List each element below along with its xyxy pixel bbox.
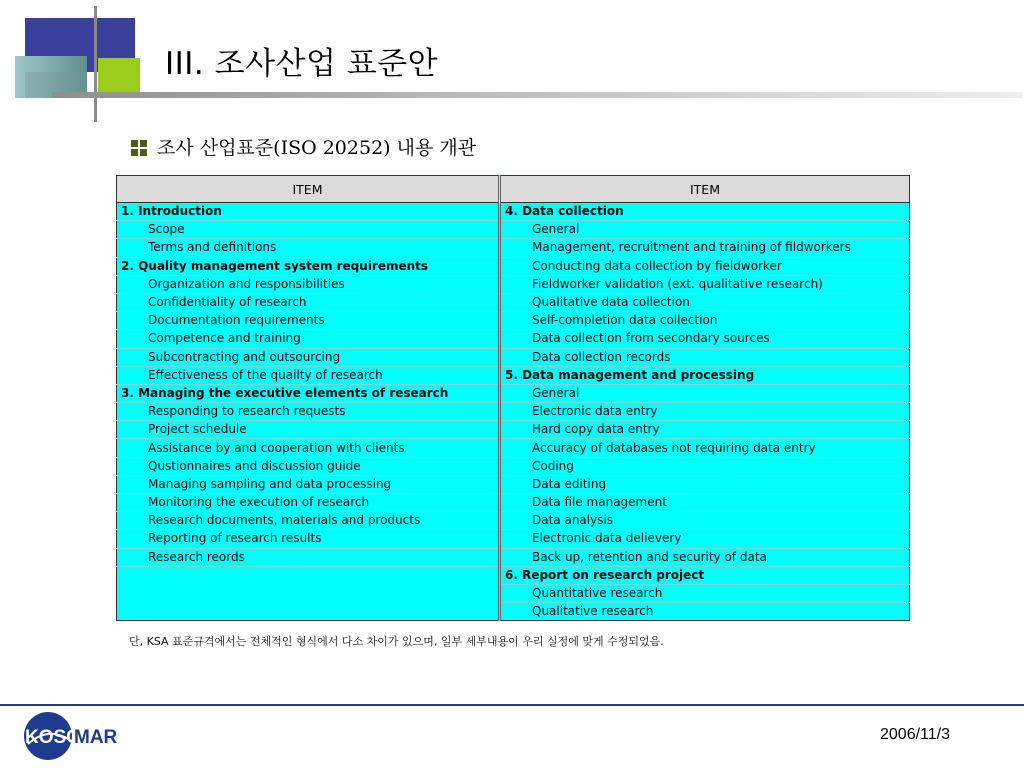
table-row — [117, 257, 910, 275]
table-row — [117, 330, 910, 348]
item-cell: Electronic data entry — [500, 403, 910, 421]
column-header-right: ITEM — [500, 176, 910, 203]
footnote: 단, KSA 표준규격에서는 전체적인 형식에서 다소 차이가 있으며, 일부 세부내용이 우리 실정에 맞게 수정되었음. — [129, 635, 664, 648]
section-heading-cell: 5. Data management and processing — [500, 366, 910, 384]
table-row — [117, 530, 910, 548]
page-title: III. 조사산업 표준안 — [165, 46, 439, 82]
item-cell: Organization and responsibilities — [117, 275, 500, 293]
item-cell: Qustionnaires and discussion guide — [117, 457, 500, 475]
item-cell: Monitoring the execution of research — [117, 494, 500, 512]
table-row — [117, 403, 910, 421]
item-cell: Electronic data delievery — [500, 530, 910, 548]
table-row — [117, 566, 910, 584]
item-cell: Research reords — [117, 548, 500, 566]
item-cell: Qualitative data collection — [500, 293, 910, 311]
section-heading-cell: 6. Report on research project — [500, 566, 910, 584]
table-row — [117, 457, 910, 475]
item-cell: Hard copy data entry — [500, 421, 910, 439]
item-cell: Quantitative research — [500, 584, 910, 602]
subtitle-text: 조사 산업표준(ISO 20252) 내용 개관 — [157, 137, 477, 159]
header-deco-horizontal-line — [52, 92, 1022, 98]
table-row — [117, 275, 910, 293]
item-cell: Self-completion data collection — [500, 312, 910, 330]
item-cell: General — [500, 221, 910, 239]
item-cell: Accuracy of databases not requiring data entry — [500, 439, 910, 457]
item-cell: Data analysis — [500, 512, 910, 530]
table-row — [117, 293, 910, 311]
section-heading-cell: 3. Managing the executive elements of research — [117, 384, 500, 402]
item-cell: Management, recruitment and training of fildworkers — [500, 239, 910, 257]
table-row — [117, 239, 910, 257]
date-label: 2006/11/3 — [880, 726, 950, 743]
column-header-left: ITEM — [117, 176, 500, 203]
standard-contents-table — [116, 175, 910, 621]
table-row — [117, 312, 910, 330]
header-deco-vertical-line — [94, 6, 97, 122]
table-row — [117, 475, 910, 493]
item-cell: Data collection records — [500, 348, 910, 366]
table-row — [117, 384, 910, 402]
table-row — [117, 512, 910, 530]
svg-text:KOSO: KOSO — [25, 727, 81, 748]
table-row — [117, 548, 910, 566]
table-row — [117, 221, 910, 239]
item-cell: Project schedule — [117, 421, 500, 439]
item-cell: Scope — [117, 221, 500, 239]
item-cell: Responding to research requests — [117, 403, 500, 421]
kosomar-logo — [22, 710, 132, 762]
item-cell: Fieldworker validation (ext. qualitative research) — [500, 275, 910, 293]
section-heading-cell: 4. Data collection — [500, 203, 910, 221]
section-heading-cell: 2. Quality management system requirements — [117, 257, 500, 275]
item-cell: Managing sampling and data processing — [117, 475, 500, 493]
table-row — [117, 421, 910, 439]
item-cell: Back up, retention and security of data — [500, 548, 910, 566]
item-cell: Conducting data collection by fieldworker — [500, 257, 910, 275]
svg-text:MAR: MAR — [74, 727, 118, 748]
table-row — [117, 366, 910, 384]
square-bullet-icon — [131, 140, 147, 156]
item-cell: Data editing — [500, 475, 910, 493]
item-cell: Terms and definitions — [117, 239, 500, 257]
empty-cell — [117, 566, 500, 621]
item-cell: Data collection from secondary sources — [500, 330, 910, 348]
section-heading-cell: 1. Introduction — [117, 203, 500, 221]
item-cell: Competence and training — [117, 330, 500, 348]
table-row — [117, 203, 910, 221]
item-cell: Effectiveness of the quailty of research — [117, 366, 500, 384]
section-subtitle — [131, 136, 476, 160]
item-cell: Subcontracting and outsourcing — [117, 348, 500, 366]
table-row — [117, 439, 910, 457]
item-cell: Research documents, materials and products — [117, 512, 500, 530]
item-cell: Documentation requirements — [117, 312, 500, 330]
item-cell: General — [500, 384, 910, 402]
item-cell: Coding — [500, 457, 910, 475]
item-cell: Confidentiality of research — [117, 293, 500, 311]
table-row — [117, 348, 910, 366]
item-cell: Reporting of research results — [117, 530, 500, 548]
table-row — [117, 494, 910, 512]
item-cell: Data file management — [500, 494, 910, 512]
table-header-row — [117, 176, 910, 203]
item-cell: Qualitative research — [500, 603, 910, 621]
item-cell: Assistance by and cooperation with clients — [117, 439, 500, 457]
footer-divider — [0, 704, 1024, 706]
header-deco-lime-block — [98, 58, 140, 92]
